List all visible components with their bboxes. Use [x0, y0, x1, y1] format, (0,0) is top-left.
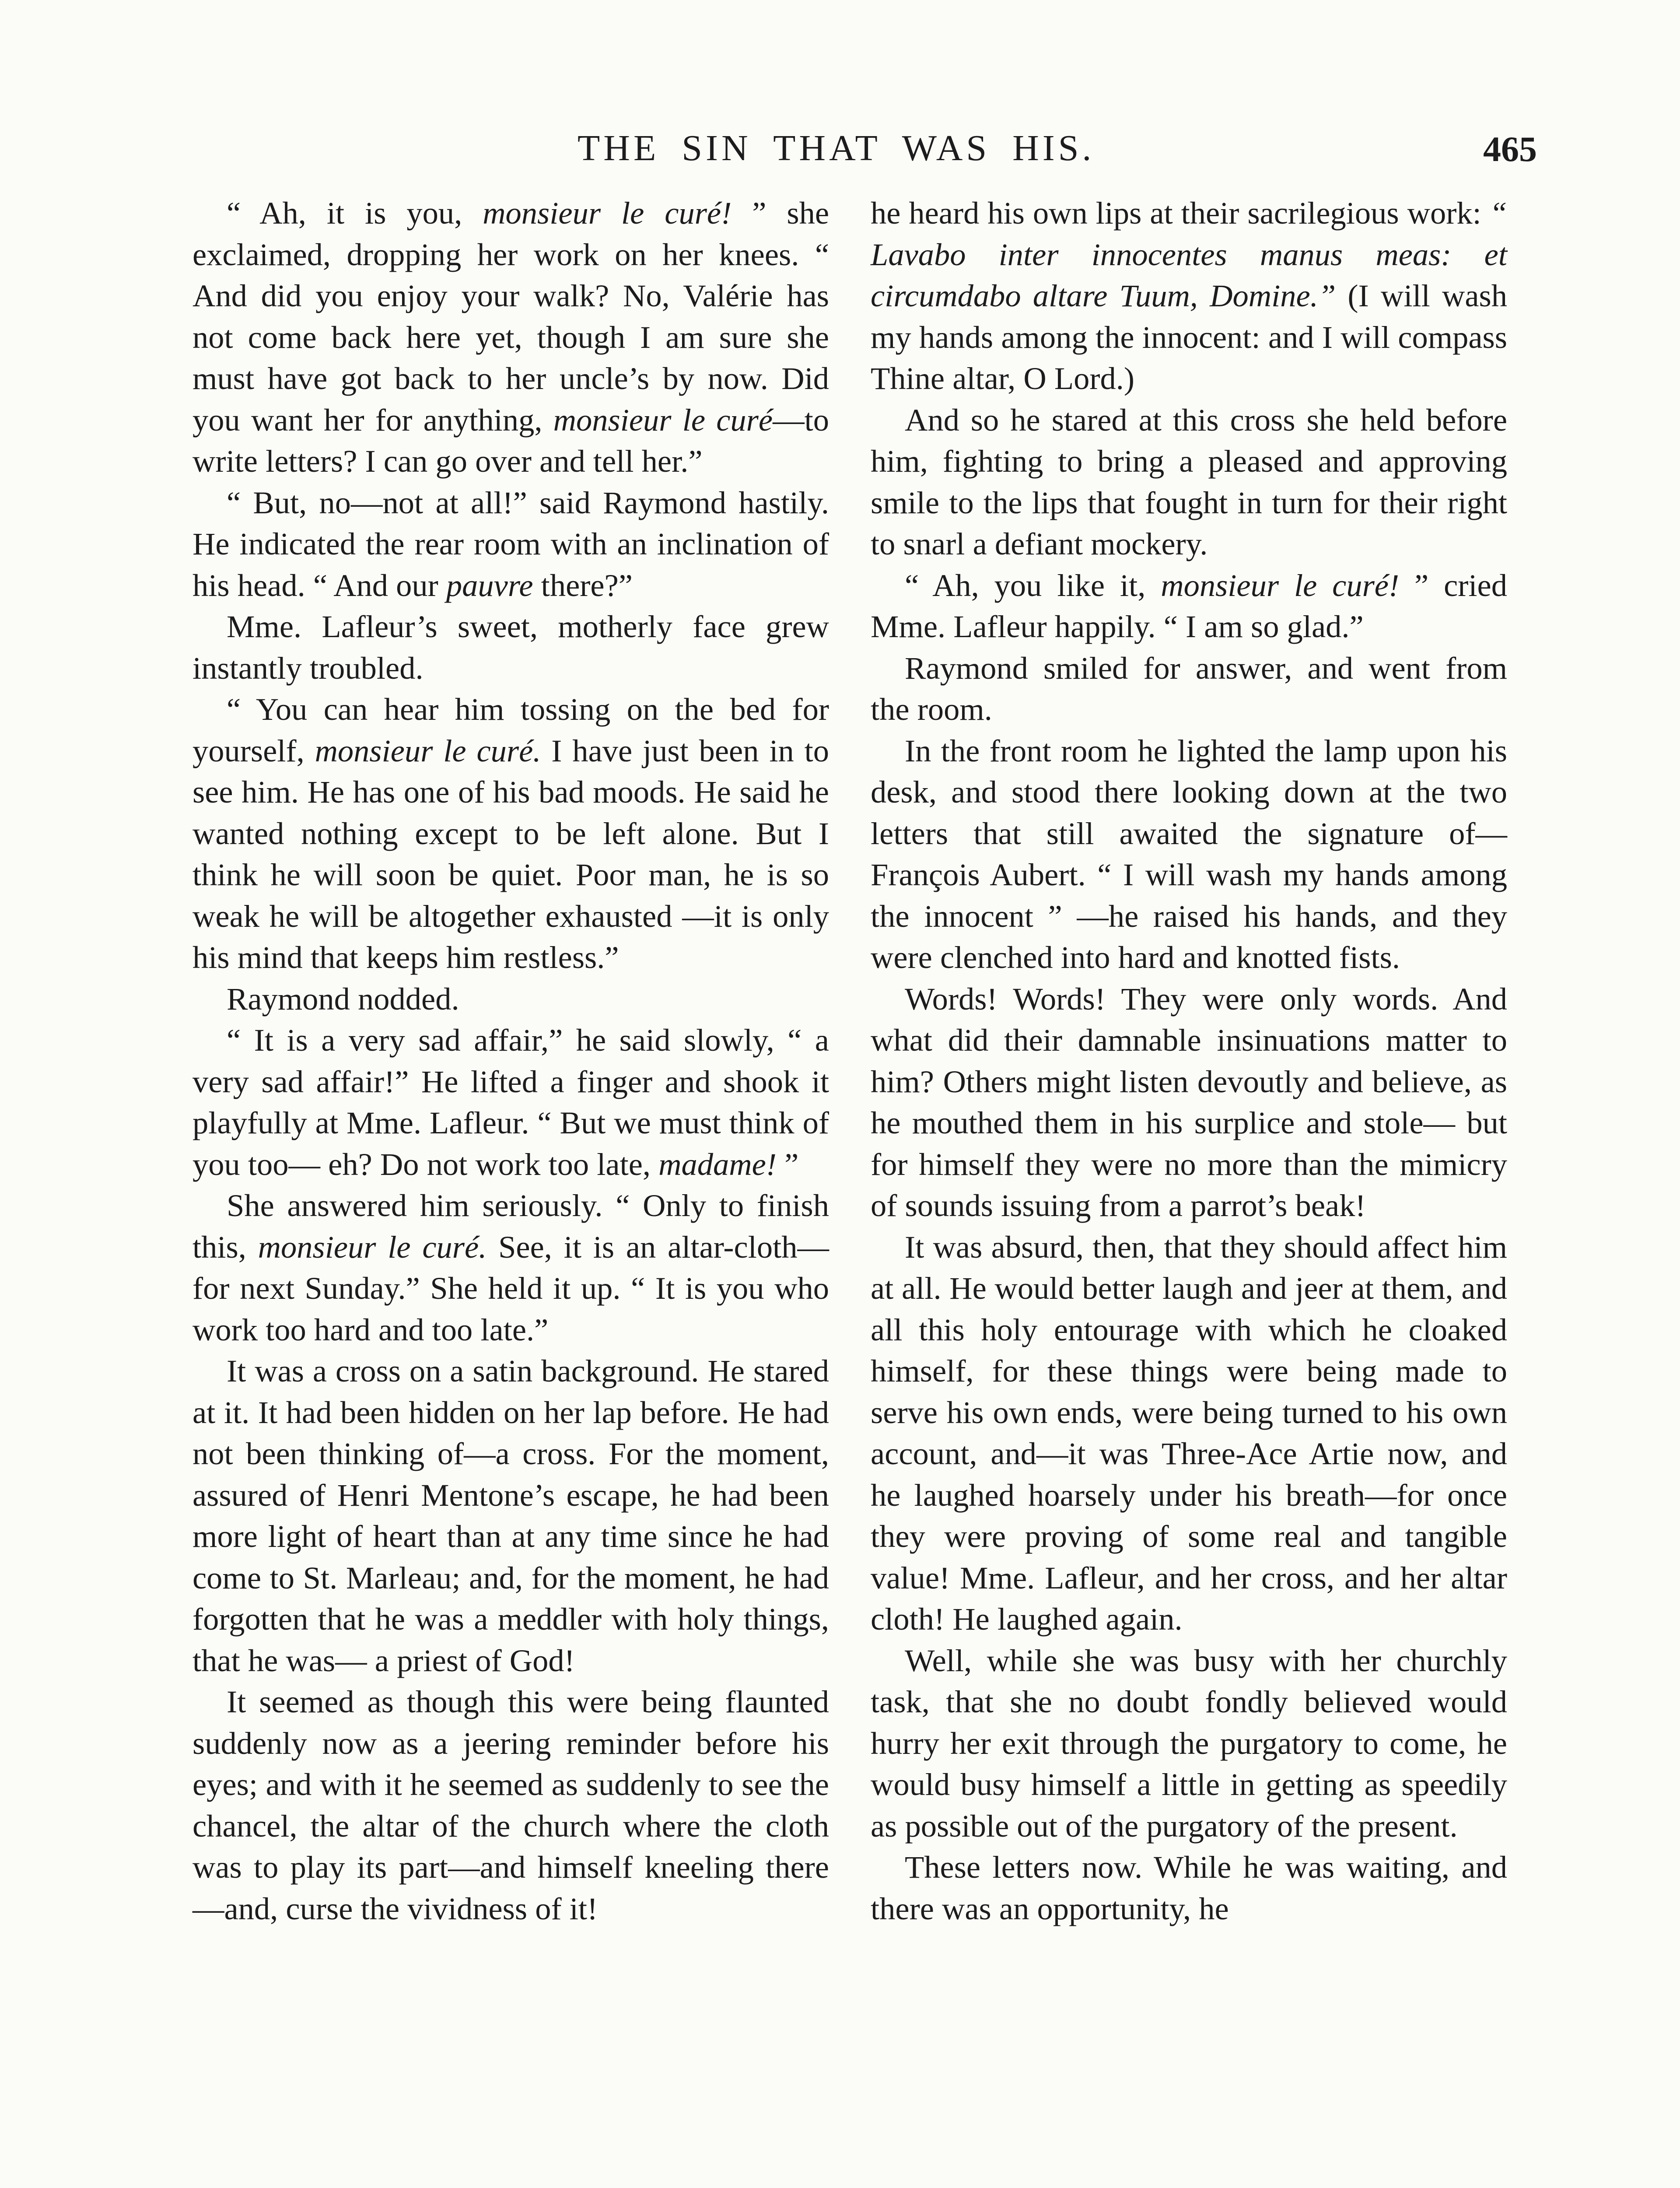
paragraph	[192, 606, 829, 689]
text-run: —to write letters? I can go over and tell her.”	[192, 402, 829, 479]
text-run: “ It is a very sad affair,” he said slowly, “ a very sad affair!” He lifted a finger and shook it playfully at Mme. Lafleur. “ But we must think of you too— eh? Do not work too late,	[192, 1022, 829, 1182]
italic-text: madame!	[658, 1146, 777, 1182]
text-run: I have just been in to see him. He has one of his bad moods. He said he wanted nothing except to be left alone. But I think he will soon be quiet. Poor man, he is so weak he will be altogether exhausted —it is only his mind that keeps him restless.”	[192, 733, 829, 975]
text-run: he heard his own lips at their sacrilegious work:	[871, 195, 1490, 231]
text-run: there?”	[533, 567, 633, 603]
paragraph	[871, 1227, 1507, 1640]
text-run: It was absurd, then, that they should affect him at all. He would better laugh and jeer at them, and all this holy entourage with which he cloaked himself, for these things were being made to serve his own ends, were being turned to his own account, and—it was Three-Ace Artie now, and he laughed hoarsely under his breath—for once they were proving of some real and tangible value! Mme. Lafleur, and her cross, and her altar cloth! He laughed again.	[871, 1229, 1507, 1637]
paragraph	[192, 193, 829, 482]
text-run: She answered him seriously. “ Only to finish this,	[192, 1188, 829, 1265]
text-run: Raymond smiled for answer, and went from the room.	[871, 650, 1507, 727]
text-run: See, it is an altar-cloth—for next Sunday.” She held it up. “ It is you who work too hard and too late.”	[192, 1229, 829, 1347]
text-run: “ You can hear him tossing on the bed for yourself,	[192, 691, 829, 768]
text-run: “ Ah, it is you,	[227, 195, 483, 231]
paragraph	[871, 1847, 1507, 1929]
text-run: Mme. Lafleur’s sweet, motherly face grew instantly troubled.	[192, 609, 829, 686]
paragraph	[192, 1020, 829, 1185]
running-title: THE SIN THAT WAS HIS.	[578, 128, 1095, 168]
text-run: These letters now. While he was waiting, and there was an opportunity, he	[871, 1849, 1507, 1926]
text-run: (I will wash my hands among the innocent: and I will compass Thine altar, O Lord.)	[871, 278, 1508, 396]
paragraph	[871, 1640, 1507, 1847]
paragraph	[871, 978, 1507, 1227]
italic-text: monsieur le curé	[553, 402, 773, 438]
italic-text: monsieur le curé!	[1161, 567, 1400, 603]
text-run: Raymond nodded.	[227, 981, 459, 1017]
paragraph	[192, 978, 829, 1020]
text-run: ” she exclaimed, dropping her work on her knees. “ And did you enjoy your walk? No, Valérie has not come back here yet, though I am sure she must have got back to her uncle’s by now. Did you want her for anything,	[192, 195, 829, 438]
paragraph	[871, 565, 1507, 648]
paragraph	[871, 730, 1507, 978]
text-run: ” cried Mme. Lafleur happily. “ I am so glad.”	[871, 567, 1507, 644]
paragraph	[871, 648, 1507, 730]
left-column	[192, 193, 829, 1929]
text-run: It seemed as though this were being flaunted suddenly now as a jeering reminder before his eyes; and with it he seemed as suddenly to see the chancel, the altar of the church where the cloth was to play its part—and himself kneeling there—and, curse the vividness of it!	[192, 1684, 829, 1926]
text-run: It was a cross on a satin background. He stared at it. It had been hidden on her lap before. He had not been thinking of—a cross. For the moment, assured of Henri Mentone’s escape, he had been more light of heart than at any time since he had come to St. Marleau; and, for the moment, he had forgotten that he was a meddler with holy things, that he was— a priest of God!	[192, 1353, 829, 1678]
paragraph	[192, 689, 829, 978]
italic-text: monsieur le curé.	[315, 733, 541, 768]
italic-text: pauvre	[446, 567, 533, 603]
text-run: “ Ah, you like it,	[905, 567, 1161, 603]
text-run: Well, while she was busy with her churchly task, that she no doubt fondly believed would hurry her exit through the purgatory to come, he would busy himself a little in getting as speedily as possible out of the purgatory of the present.	[871, 1642, 1507, 1844]
running-head	[0, 127, 1680, 179]
italic-text: “ Lavabo inter innocentes manus meas: et circumdabo altare Tuum, Domine.”	[871, 195, 1507, 313]
right-column	[871, 193, 1507, 1929]
text-run: And so he stared at this cross she held before him, fighting to bring a pleased and approving smile to the lips that fought in turn for their right to snarl a defiant mockery.	[871, 402, 1507, 561]
paragraph	[192, 482, 829, 607]
paragraph	[192, 1185, 829, 1350]
text-run: ”	[776, 1146, 799, 1182]
paragraph	[192, 1681, 829, 1929]
text-run: Words! Words! They were only words. And what did their damnable insinuations matter to him? Others might listen devoutly and believe, as he mouthed them in his surplice and stole— but for himself they were no more than the mimicry of sounds issuing from a parrot’s beak!	[871, 981, 1507, 1223]
italic-text: monsieur le curé!	[483, 195, 732, 231]
italic-text: monsieur le curé.	[258, 1229, 487, 1265]
page-number: 465	[1483, 129, 1537, 169]
text-run: “ But, no—not at all!” said Raymond hastily. He indicated the rear room with an inclination of his head. “ And our	[192, 484, 829, 603]
paragraph	[192, 1350, 829, 1681]
paragraph	[871, 400, 1507, 565]
text-run: In the front room he lighted the lamp upon his desk, and stood there looking down at the two letters that still awaited the signature of—François Aubert. “ I will wash my hands among the innocent ” —he raised his hands, and they were clenched into hard and knotted fists.	[871, 733, 1507, 975]
paragraph	[871, 193, 1507, 400]
